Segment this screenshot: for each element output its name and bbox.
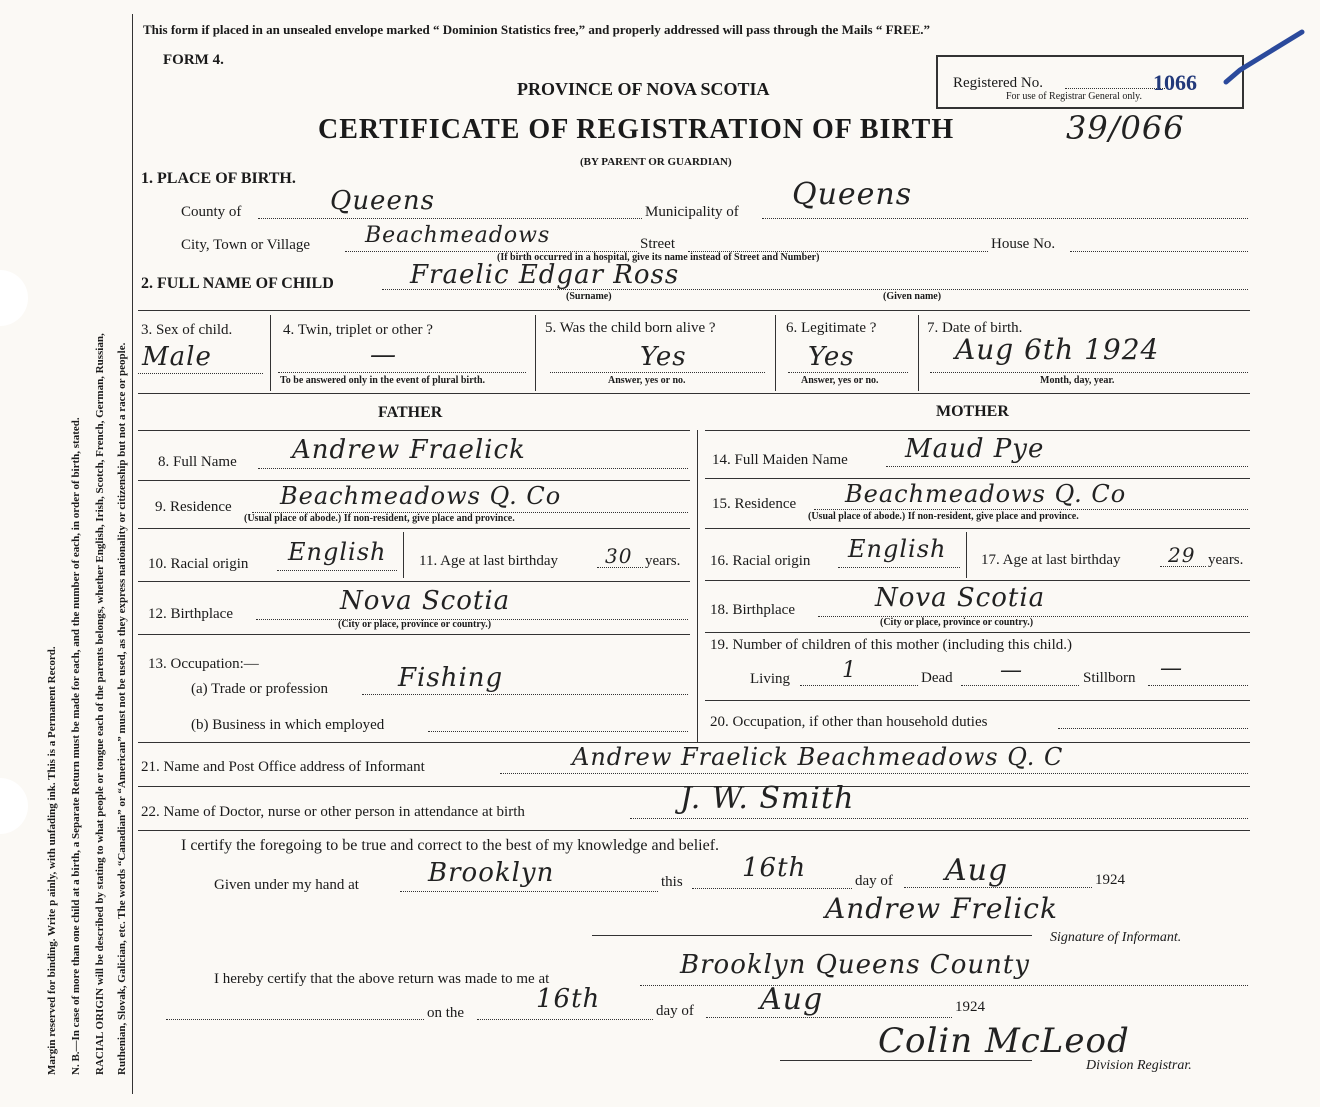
- father-racial-value: English: [288, 538, 387, 566]
- twin-value: —: [370, 340, 397, 370]
- informant-value: Andrew Fraelick Beachmeadows Q. C: [572, 743, 1064, 771]
- business-label: (b) Business in which employed: [191, 717, 385, 733]
- certificate-title: CERTIFICATE OF REGISTRATION OF BIRTH: [318, 114, 955, 145]
- registrar-day-value: 16th: [536, 984, 601, 1014]
- informant-signature: Andrew Frelick: [825, 892, 1058, 925]
- mother-birthplace-label: 18. Birthplace: [710, 602, 795, 618]
- trade-label: (a) Trade or profession: [191, 681, 329, 697]
- mother-residence-label: 15. Residence: [712, 496, 797, 512]
- doctor-label: 22. Name of Doctor, nurse or other person in attendance at birth: [141, 804, 525, 820]
- punch-hole-top: [0, 270, 28, 326]
- mother-age-label: 17. Age at last birthday: [981, 552, 1121, 568]
- dob-label: 7. Date of birth.: [927, 320, 1023, 336]
- father-name-value: Andrew Fraelick: [292, 435, 526, 465]
- mother-occupation-label: 20. Occupation, if other than household duties: [710, 714, 988, 730]
- father-residence-note: (Usual place of abode.) If non-resident, give place and province.: [244, 513, 515, 524]
- mother-name-value: Maud Pye: [905, 434, 1045, 464]
- house-label: House No.: [991, 236, 1056, 252]
- given-year: 1924: [1095, 872, 1125, 888]
- registrar-place-value: Brooklyn Queens County: [680, 950, 1030, 980]
- mother-residence-value: Beachmeadows Q. Co: [845, 480, 1127, 508]
- living-label: Living: [750, 671, 790, 687]
- given-label: Given under my hand at: [214, 877, 359, 893]
- handwritten-number: 39/066: [1066, 109, 1185, 147]
- mother-age-value: 29: [1168, 543, 1196, 567]
- dob-note: Month, day, year.: [1040, 375, 1115, 386]
- mother-heading: MOTHER: [936, 403, 1009, 420]
- alive-label: 5. Was the child born alive ?: [545, 320, 716, 336]
- street-label: Street: [640, 236, 675, 252]
- registrar-year: 1924: [955, 999, 985, 1015]
- informant-label: 21. Name and Post Office address of Informant: [141, 759, 425, 775]
- mother-racial-label: 16. Racial origin: [710, 553, 811, 569]
- twin-note: To be answered only in the event of plural birth.: [280, 375, 486, 386]
- given-month-value: Aug: [945, 853, 1009, 888]
- registrar-use-note: For use of Registrar General only.: [1006, 91, 1142, 102]
- margin-note-nationality: Ruthenian, Slovak, Galician, etc. The words “Canadian” or “American” must not be used, as they express nationality or citizenship but not a race or people.: [116, 342, 128, 1075]
- certify-statement: I certify the foregoing to be true and correct to the best of my knowledge and belief.: [181, 837, 720, 854]
- signature-informant-label: Signature of Informant.: [1050, 930, 1182, 945]
- father-residence-value: Beachmeadows Q. Co: [280, 482, 562, 510]
- county-value: Queens: [330, 186, 435, 216]
- legitimate-note: Answer, yes or no.: [801, 375, 879, 386]
- mother-birthplace-value: Nova Scotia: [875, 583, 1046, 613]
- father-residence-label: 9. Residence: [155, 499, 232, 515]
- dead-label: Dead: [921, 670, 953, 686]
- alive-note: Answer, yes or no.: [608, 375, 686, 386]
- doctor-value: J. W. Smith: [680, 781, 855, 816]
- punch-hole-bottom: [0, 778, 28, 834]
- father-racial-label: 10. Racial origin: [148, 556, 249, 572]
- mother-name-label: 14. Full Maiden Name: [712, 452, 848, 468]
- alive-value: Yes: [640, 342, 687, 372]
- this-label: this: [661, 874, 683, 890]
- sex-value: Male: [142, 342, 212, 372]
- sex-label: 3. Sex of child.: [141, 322, 233, 338]
- county-label: County of: [181, 204, 242, 220]
- province-heading: PROVINCE OF NOVA SCOTIA: [517, 79, 770, 99]
- margin-note-racial-origin: RACIAL ORIGIN will be described by stating to what people or tongue each of the parents belongs, whether English, Irish, Scotch, French, German, Russian,: [94, 333, 106, 1075]
- day-of-label: day of: [855, 873, 893, 889]
- ink-check-mark: [1222, 26, 1312, 88]
- margin-note-separate-return: N. B.—In case of more than one child at a birth, a Separate Return must be made for each, and the number of each, in order of birth, stated.: [70, 417, 82, 1075]
- mother-age-years: years.: [1208, 552, 1244, 568]
- municipality-value: Queens: [792, 177, 913, 212]
- postal-note: This form if placed in an unsealed envelope marked “ Dominion Statistics free,” and properly addressed will pass through the Mails “ FREE.”: [143, 22, 931, 37]
- father-birthplace-value: Nova Scotia: [340, 586, 511, 616]
- registered-number: 1066: [1153, 70, 1197, 95]
- dob-value: Aug 6th 1924: [955, 333, 1160, 366]
- registrar-signature: Colin McLeod: [878, 1021, 1130, 1061]
- father-birthplace-label: 12. Birthplace: [148, 606, 233, 622]
- given-day-value: 16th: [742, 853, 807, 883]
- hospital-note: (If birth occurred in a hospital, give its name instead of Street and Number): [497, 252, 820, 263]
- city-value: Beachmeadows: [365, 223, 551, 248]
- father-age-value: 30: [605, 544, 633, 568]
- mother-birthplace-note: (City or place, province or country.): [880, 617, 1034, 628]
- registrar-day-of-label: day of: [656, 1003, 694, 1019]
- father-name-label: 8. Full Name: [158, 454, 237, 470]
- given-name-note: (Given name): [883, 291, 942, 302]
- children-count-label: 19. Number of children of this mother (including this child.): [710, 637, 1073, 653]
- margin-note-binding: Margin reserved for binding. Write p ainly, with unfading ink. This is a Permanent Record.: [46, 646, 58, 1075]
- living-value: 1: [842, 658, 857, 683]
- place-section-label: 1. PLACE OF BIRTH.: [141, 170, 296, 187]
- legitimate-value: Yes: [808, 342, 855, 372]
- form-number: FORM 4.: [163, 52, 224, 68]
- registrar-statement: I hereby certify that the above return was made to me at: [214, 971, 550, 987]
- registrar-month-value: Aug: [760, 982, 824, 1017]
- stillborn-label: Stillborn: [1083, 670, 1136, 686]
- surname-note: (Surname): [566, 291, 612, 302]
- municipality-label: Municipality of: [645, 204, 739, 220]
- father-age-label: 11. Age at last birthday: [419, 553, 558, 569]
- mother-racial-value: English: [848, 535, 947, 563]
- registered-label: Registered No.: [953, 75, 1043, 91]
- child-name-value: Fraelic Edgar Ross: [410, 260, 680, 290]
- mother-residence-note: (Usual place of abode.) If non-resident, give place and province.: [808, 511, 1079, 522]
- father-heading: FATHER: [378, 404, 443, 421]
- given-place-value: Brooklyn: [428, 858, 555, 888]
- legitimate-label: 6. Legitimate ?: [786, 320, 877, 336]
- occupation-label: 13. Occupation:—: [148, 656, 259, 672]
- twin-label: 4. Twin, triplet or other ?: [283, 322, 433, 338]
- margin-border: [132, 14, 133, 1094]
- on-the-label: on the: [427, 1005, 465, 1021]
- stillborn-value: —: [1160, 656, 1183, 681]
- father-age-years: years.: [645, 553, 681, 569]
- certificate-subtitle: (BY PARENT OR GUARDIAN): [580, 156, 732, 168]
- trade-value: Fishing: [398, 663, 504, 693]
- city-label: City, Town or Village: [181, 237, 311, 253]
- division-registrar-label: Division Registrar.: [1086, 1058, 1192, 1073]
- child-name-label: 2. FULL NAME OF CHILD: [141, 275, 334, 292]
- father-birthplace-note: (City or place, province or country.): [338, 619, 492, 630]
- dead-value: —: [1000, 658, 1023, 683]
